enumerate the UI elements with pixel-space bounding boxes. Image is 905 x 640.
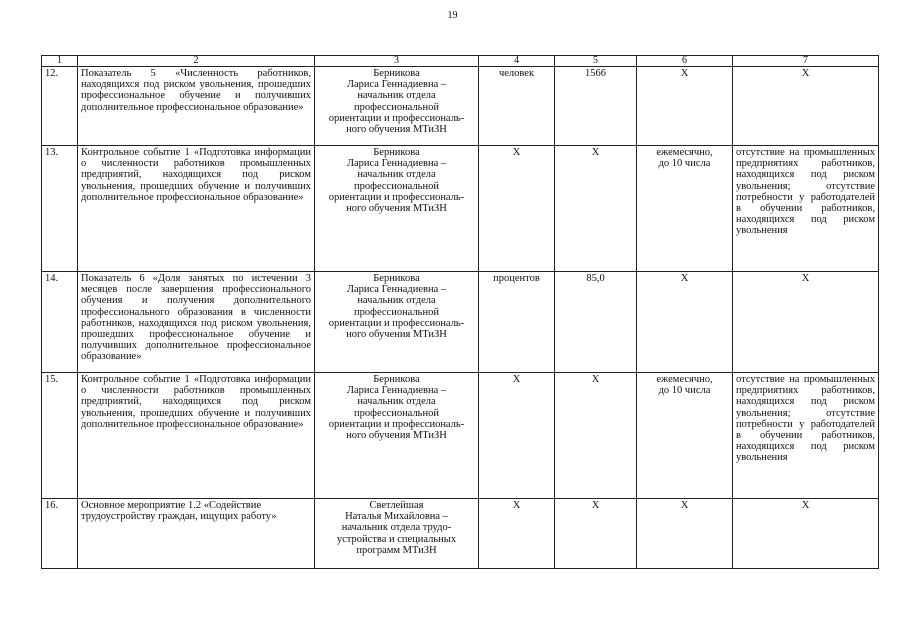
row-period: [637, 373, 733, 499]
row-responsible: [315, 499, 479, 569]
row-period: X: [637, 272, 733, 373]
responsible-line: профессиональной: [354, 180, 439, 192]
row-description: Показатель 6 «Доля занятых по истечении 3 месяцев после завершения профессионального обучения и получения дополнительного профессионального образования в численности работников, находящихся под риском увольнения, прошедших профессиональное обучение и получивших дополнительное профессиональное образование»: [78, 272, 315, 373]
responsible-line: устройства и специальных: [336, 533, 457, 545]
responsible-line: профессиональной: [354, 306, 439, 318]
row-value: 1566: [555, 67, 637, 146]
row-description: Контрольное событие 1 «Подготовка информации о численности работников промышленных предприятий, находящихся под риском увольнения, прошедших обучение и получивших дополнительное профессиональное образование»: [78, 373, 315, 499]
header-row: [42, 56, 879, 67]
responsible-line: ного обучения МТиЗН: [346, 203, 447, 215]
responsible-line: Лариса Геннадиевна –: [346, 158, 447, 170]
row-description: Основное мероприятие 1.2 «Содействие трудоустройству граждан, ищущих работу»: [78, 499, 315, 569]
row-value: X: [555, 146, 637, 272]
responsible-line: программ МТиЗН: [356, 544, 437, 556]
row-responsible: [315, 67, 479, 146]
row-number: 14.: [42, 272, 78, 373]
row-responsible: [315, 146, 479, 272]
column-header-1: 1: [42, 56, 78, 67]
column-header-6: 6: [637, 56, 733, 67]
row-description: Контрольное событие 1 «Подготовка информации о численности работников промышленных предприятий, находящихся под риском увольнения, прошедших обучение и получивших дополнительное профессиональное образование»: [78, 146, 315, 272]
responsible-line: Берникова: [373, 273, 420, 284]
row-risk: X: [733, 499, 879, 569]
row-unit: человек: [479, 67, 555, 146]
responsible-line: ориентации и профессиональ-: [328, 317, 465, 329]
row-unit: процентов: [479, 272, 555, 373]
row-number: 12.: [42, 67, 78, 146]
row-number: 13.: [42, 146, 78, 272]
row-risk: X: [733, 272, 879, 373]
row-risk: отсутствие на промышленных предприятиях работников, находящихся под риском увольнения; отсутствие потребности у работодателей в обучении работников, находящихся под риском увольнения: [733, 146, 879, 272]
row-value: X: [555, 499, 637, 569]
table-row: [42, 67, 879, 146]
row-value: X: [555, 373, 637, 499]
responsible-line: ориентации и профессиональ-: [328, 112, 465, 124]
column-header-3: 3: [315, 56, 479, 67]
responsible-line: Берникова: [373, 147, 420, 158]
responsible-line: ного обучения МТиЗН: [346, 124, 447, 136]
responsible-line: ориентации и профессиональ-: [328, 191, 465, 203]
row-value: 85,0: [555, 272, 637, 373]
responsible-line: Берникова: [373, 68, 420, 79]
row-responsible: [315, 373, 479, 499]
table-row: [42, 146, 879, 272]
row-period: X: [637, 499, 733, 569]
row-period: X: [637, 67, 733, 146]
responsible-line: Светлейшая: [369, 500, 424, 511]
responsible-line: ного обучения МТиЗН: [346, 430, 447, 442]
row-unit: X: [479, 373, 555, 499]
row-responsible: [315, 272, 479, 373]
row-risk: отсутствие на промышленных предприятиях работников, находящихся под риском увольнения; отсутствие потребности у работодателей в обучении работников, находящихся под риском увольнения: [733, 373, 879, 499]
column-header-2: 2: [78, 56, 315, 67]
responsible-line: начальник отдела: [357, 396, 436, 408]
table-row: [42, 272, 879, 373]
responsible-line: Наталья Михайловна –: [345, 511, 448, 523]
responsible-line: Лариса Геннадиевна –: [346, 284, 447, 296]
row-description: Показатель 5 «Численность работников, находящихся под риском увольнения, прошедших профессиональное обучение и получивших дополнительное профессиональное образование»: [78, 67, 315, 146]
responsible-line: Берникова: [373, 374, 420, 385]
report-table: [41, 55, 879, 569]
period-line: до 10 числа: [658, 158, 711, 170]
row-period: [637, 146, 733, 272]
period-line: ежемесячно,: [656, 147, 713, 158]
column-header-5: 5: [555, 56, 637, 67]
page-number: 19: [447, 10, 458, 21]
responsible-line: профессиональной: [354, 101, 439, 113]
row-number: 15.: [42, 373, 78, 499]
table-row: [42, 373, 879, 499]
row-unit: X: [479, 499, 555, 569]
responsible-line: начальник отдела трудо-: [341, 522, 452, 534]
table-row: [42, 499, 879, 569]
responsible-line: начальник отдела: [357, 90, 436, 102]
column-header-4: 4: [479, 56, 555, 67]
responsible-line: начальник отдела: [357, 169, 436, 181]
row-number: 16.: [42, 499, 78, 569]
row-risk: X: [733, 67, 879, 146]
responsible-line: ориентации и профессиональ-: [328, 418, 465, 430]
row-unit: X: [479, 146, 555, 272]
period-line: ежемесячно,: [656, 374, 713, 385]
column-header-7: 7: [733, 56, 879, 67]
responsible-line: ного обучения МТиЗН: [346, 329, 447, 341]
responsible-line: Лариса Геннадиевна –: [346, 79, 447, 91]
responsible-line: профессиональной: [354, 407, 439, 419]
responsible-line: Лариса Геннадиевна –: [346, 385, 447, 397]
period-line: до 10 числа: [658, 385, 711, 397]
responsible-line: начальник отдела: [357, 295, 436, 307]
